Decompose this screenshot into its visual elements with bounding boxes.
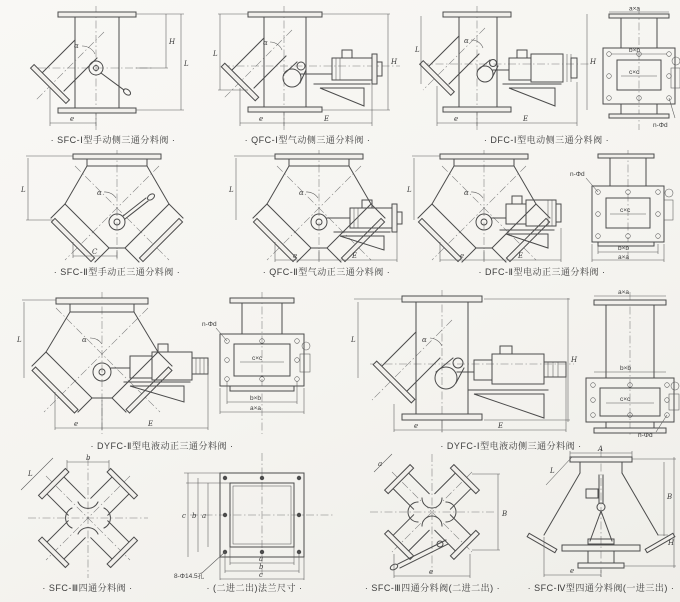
dim-label: α xyxy=(464,189,469,197)
dim-label: e xyxy=(259,115,264,123)
dim-label: e xyxy=(454,115,459,123)
sfc3-drawing xyxy=(5,452,170,580)
dim-label: 8-Φ14.5孔 xyxy=(174,573,205,580)
sfc2-drawing xyxy=(12,146,222,264)
figure-caption: · DYFC-Ⅱ型电液动正三通分料阀 · xyxy=(90,441,234,451)
figure-sfc2 xyxy=(12,146,222,278)
dim-label: A xyxy=(598,445,604,453)
sfc4-drawing xyxy=(522,445,680,580)
dim-label: L xyxy=(184,60,189,68)
dim-label: B xyxy=(502,510,508,518)
figure-caption: · QFC-Ⅰ型气动侧三通分料阀 · xyxy=(244,135,371,145)
dim-label: e xyxy=(460,252,465,260)
dim-label: n-Φd xyxy=(638,432,653,438)
dim-label: E xyxy=(518,252,524,260)
dim-label: C xyxy=(92,248,98,256)
dim-label: b×b xyxy=(620,365,632,372)
figure-sfc3b xyxy=(340,448,525,594)
dim-label: b×b xyxy=(250,395,262,402)
dim-label: c×c xyxy=(620,207,631,214)
dim-label: α xyxy=(422,336,427,344)
dim-label: L xyxy=(351,336,356,344)
dim-label: c×c xyxy=(620,396,631,403)
dim-label: L xyxy=(229,186,234,194)
figure-dyfc2 xyxy=(12,286,312,452)
dim-label: L xyxy=(17,336,22,344)
dim-label: b xyxy=(192,512,197,520)
figure-caption: · SFC-Ⅳ型四通分料阀(一进三出) · xyxy=(527,583,675,593)
dyfc2-drawing xyxy=(12,286,312,438)
dfc2-drawing xyxy=(406,146,678,264)
dim-label: L xyxy=(407,186,412,194)
figure-caption: · SFC-Ⅱ型手动正三通分料阀 · xyxy=(53,267,181,277)
dim-label: e xyxy=(429,568,434,576)
dim-label: α xyxy=(74,42,79,50)
dim-label: E xyxy=(324,115,330,123)
flange-drawing xyxy=(172,445,337,580)
dim-label: b xyxy=(259,563,264,571)
dim-label: b xyxy=(86,454,91,462)
dim-label: L xyxy=(550,467,555,475)
figure-caption: · DFC-Ⅰ型电动侧三通分料阀 · xyxy=(483,135,610,145)
dim-label: H xyxy=(169,38,176,46)
dim-label: e xyxy=(570,567,575,575)
dim-label: B xyxy=(667,493,673,501)
figure-qfc1 xyxy=(210,4,405,146)
dim-label: b×b xyxy=(618,245,630,252)
dim-label: E xyxy=(523,115,529,123)
qfc1-drawing xyxy=(210,4,405,132)
dim-label: α xyxy=(97,189,102,197)
dim-label: α xyxy=(464,37,469,45)
qfc2-drawing xyxy=(224,146,429,264)
dim-label: L xyxy=(28,470,33,478)
figure-caption: · SFC-Ⅲ四通分料阀 · xyxy=(42,583,133,593)
dim-label: e xyxy=(293,252,298,260)
dim-label: e xyxy=(414,422,419,430)
dim-label: n-Φd xyxy=(653,122,668,129)
dim-label: E xyxy=(498,422,504,430)
dim-label: c xyxy=(182,512,186,520)
sfc3b-drawing xyxy=(340,448,525,580)
dim-label: H xyxy=(391,58,398,66)
figure-sfc4 xyxy=(522,445,680,594)
dim-label: a xyxy=(202,512,207,520)
dim-label: n-Φd xyxy=(202,321,217,328)
dim-label: H xyxy=(590,58,597,66)
dim-label: L xyxy=(415,46,420,54)
figure-dfc1 xyxy=(413,4,680,146)
dim-label: H xyxy=(668,539,675,547)
figure-sfc3 xyxy=(5,452,170,594)
dim-label: e xyxy=(74,420,79,428)
figure-caption: · DFC-Ⅱ型电动正三通分料阀 · xyxy=(478,267,606,277)
figure-dfc2 xyxy=(406,146,678,278)
dim-label: E xyxy=(352,252,358,260)
sfc1-drawing xyxy=(18,4,208,132)
dim-label: a xyxy=(378,460,383,468)
dim-label: L xyxy=(21,186,26,194)
dim-label: e xyxy=(70,115,75,123)
dim-label: n-Φd xyxy=(570,171,585,178)
dim-label: a×a xyxy=(250,405,262,412)
figure-caption: · SFC-Ⅲ四通分料阀(二进二出) · xyxy=(364,583,501,593)
figure-dyfc1 xyxy=(342,286,680,452)
dim-label: a×a xyxy=(618,289,630,296)
dim-label: L xyxy=(213,50,218,58)
dim-label: α xyxy=(82,336,87,344)
dfc1-drawing xyxy=(413,4,680,132)
dim-label: H xyxy=(571,356,578,364)
dyfc1-drawing xyxy=(342,286,680,438)
dim-label: c xyxy=(259,571,263,579)
figure-caption: · DYFC-Ⅰ型电液动侧三通分料阀 · xyxy=(440,441,582,451)
figure-sfc1 xyxy=(18,4,208,146)
dim-label: E xyxy=(148,420,154,428)
figure-flange xyxy=(172,445,337,594)
dim-label: α xyxy=(299,189,304,197)
figure-caption: · QFC-Ⅱ型气动正三通分料阀 · xyxy=(262,267,391,277)
figure-caption: · SFC-Ⅰ型手动侧三通分料阀 · xyxy=(50,135,176,145)
figure-qfc2 xyxy=(224,146,429,278)
dim-label: a×a xyxy=(629,5,641,13)
dim-label: a×a xyxy=(618,254,630,261)
dim-label: α xyxy=(263,39,268,47)
dim-label: c×c xyxy=(252,355,263,362)
dim-label: b×b xyxy=(629,47,641,54)
figure-caption: · (二进二出)法兰尺寸 · xyxy=(206,583,303,593)
dim-label: c×c xyxy=(629,69,640,76)
dim-label: a xyxy=(259,555,264,563)
